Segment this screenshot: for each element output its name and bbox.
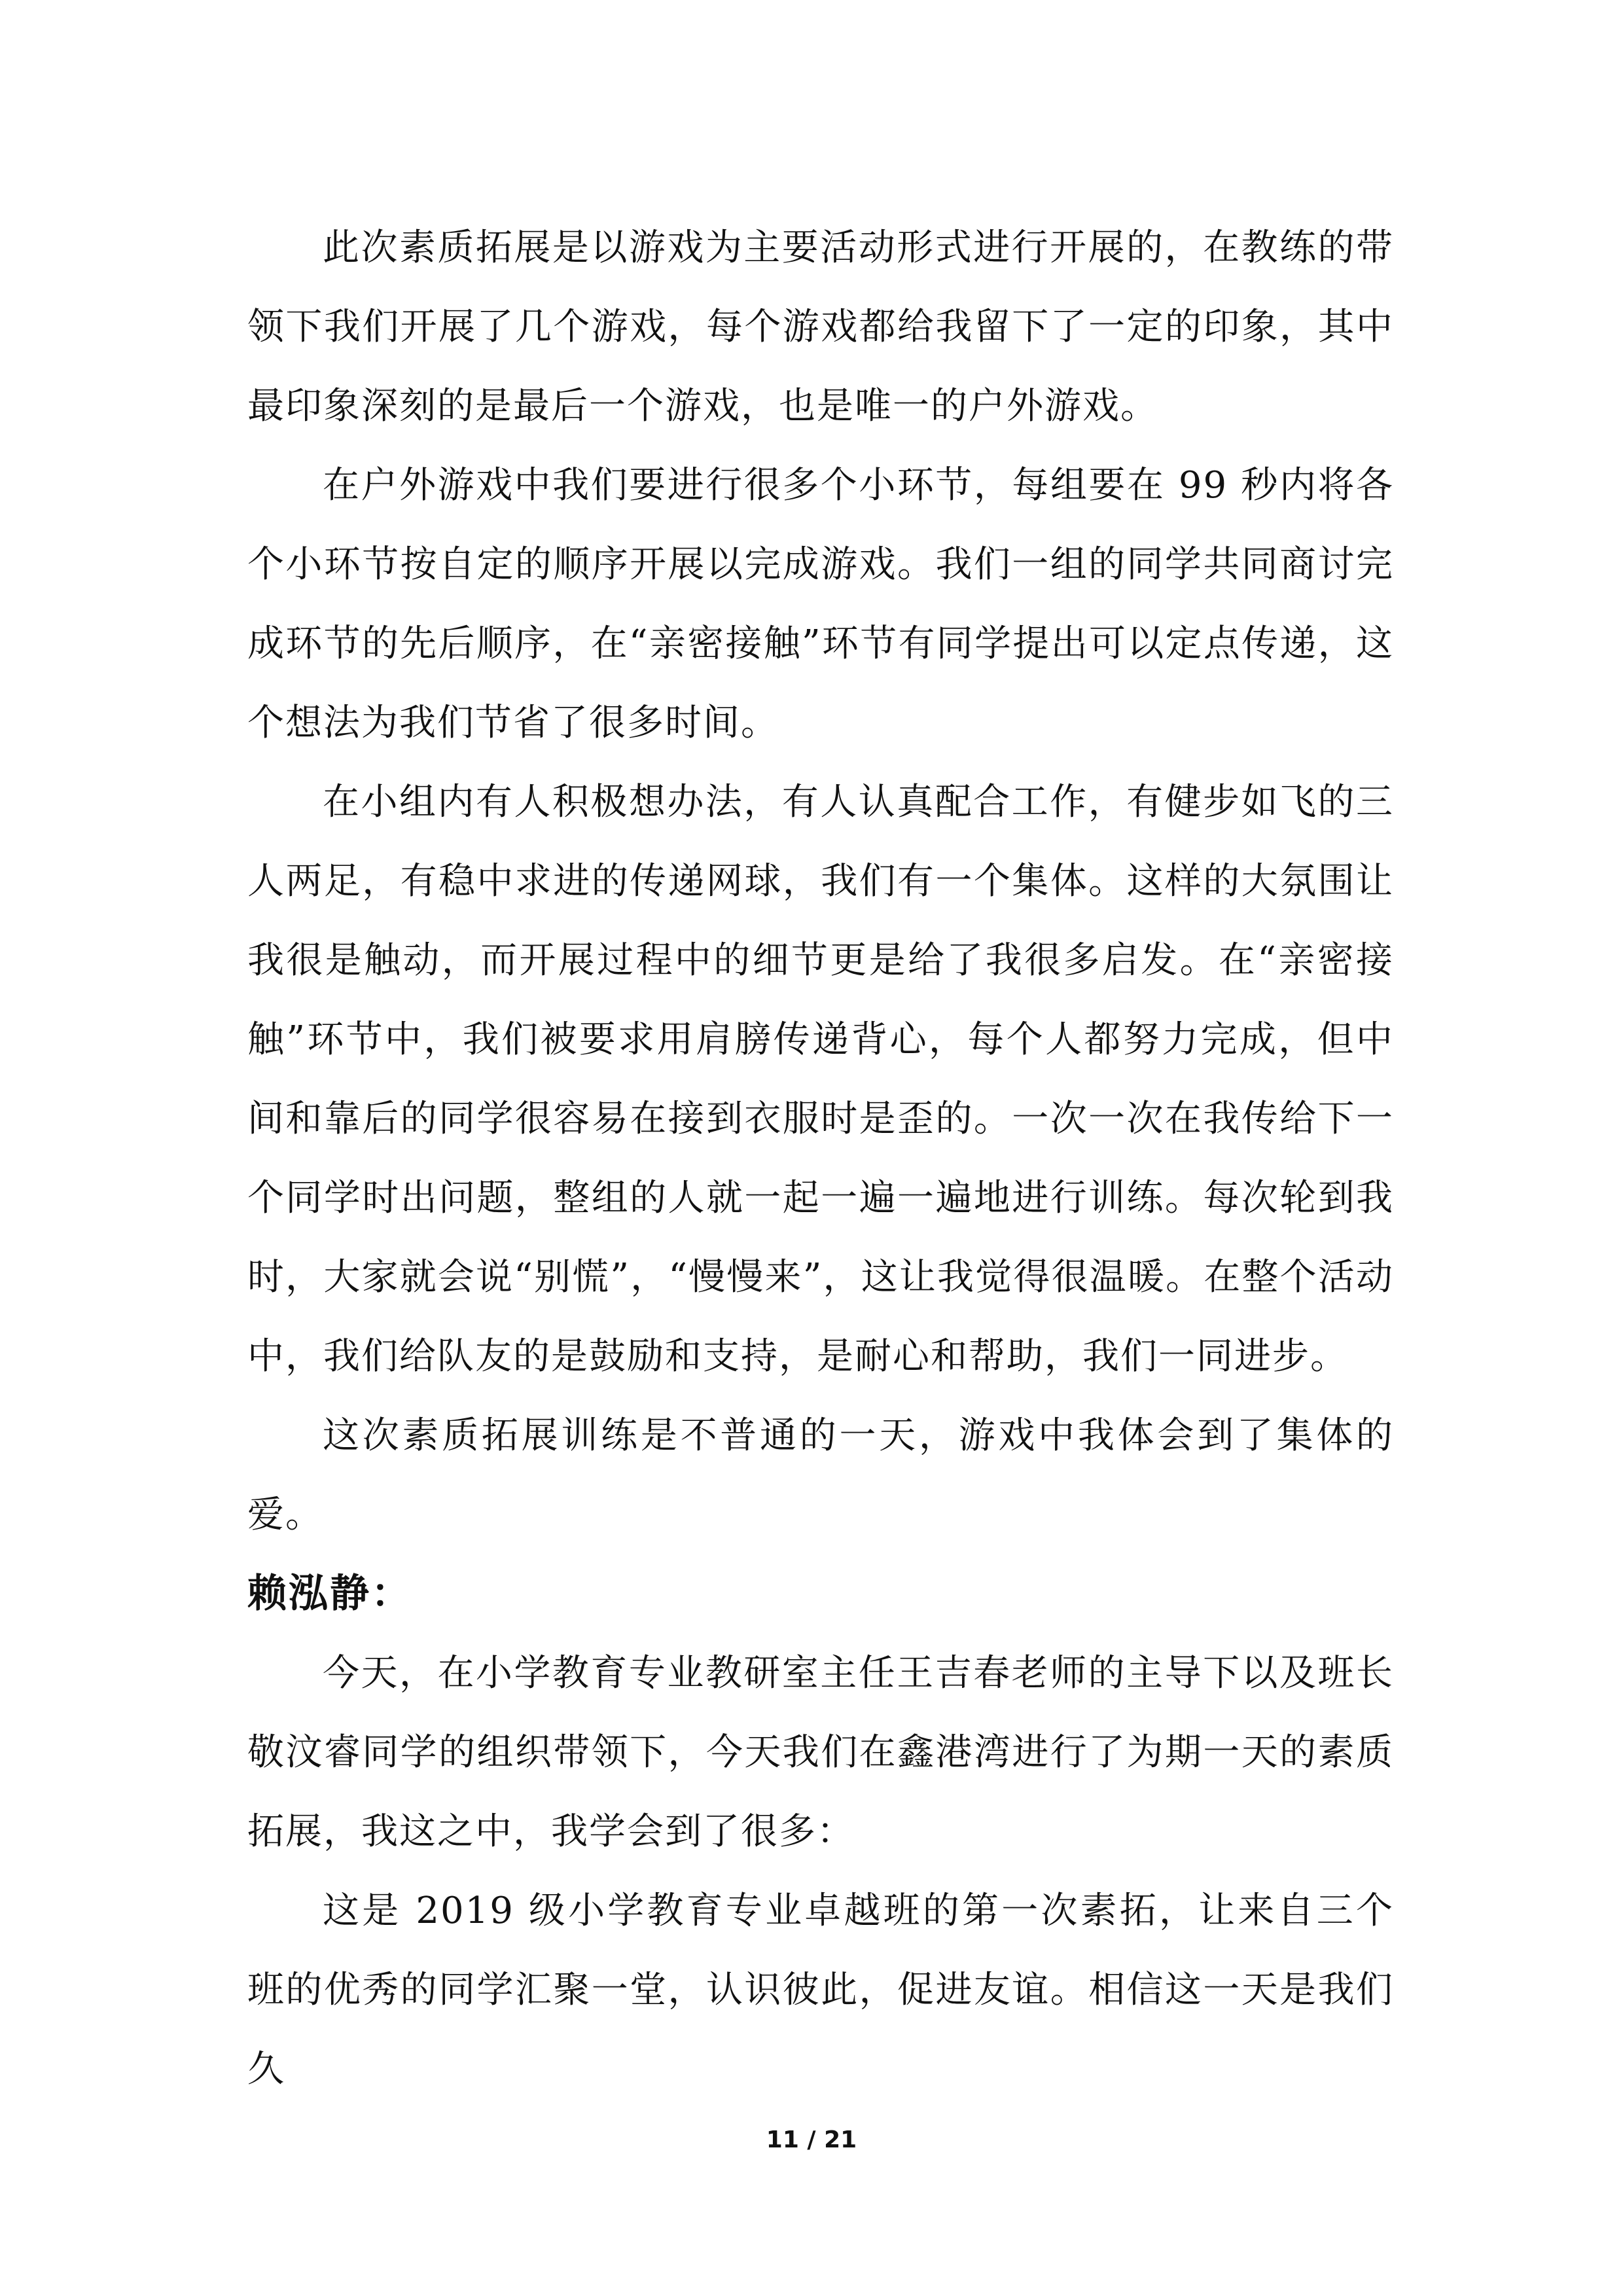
- section-heading: 赖泓静：: [247, 1571, 412, 1617]
- paragraph: 在小组内有人积极想办法，有人认真配合工作，有健步如飞的三人两足，有稳中求进的传递网球，我们有一个集体。这样的大氛围让我很是触动，而开展过程中的细节更是给了我很多启发。在“亲密接触”环节中，我们被要求用肩膀传递背心，每个人都努力完成，但中间和靠后的同学很容易在接到衣服时是歪的。一次一次在我传给下一个同学时出问题，整组的人就一起一遍一遍地进行训练。每次轮到我时，大家就会说“别慌”，“慢慢来”，这让我觉得很温暖。在整个活动中，我们给队友的是鼓励和支持，是耐心和帮助，我们一同进步。: [247, 781, 1394, 1378]
- paragraph: 这是 2019 级小学教育专业卓越班的第一次素拓，让来自三个班的优秀的同学汇聚一堂，认识彼此，促进友谊。相信这一天是我们久: [247, 1890, 1394, 2090]
- page-number: 11 / 21: [766, 2126, 857, 2153]
- body-text: [247, 208, 1394, 2109]
- paragraph: 今天，在小学教育专业教研室主任王吉春老师的主导下以及班长敬汶睿同学的组织带领下，今天我们在鑫港湾进行了为期一天的素质拓展，我这之中，我学会到了很多：: [247, 1652, 1394, 1853]
- paragraph: 这次素质拓展训练是不普通的一天，游戏中我体会到了集体的爱。: [247, 1414, 1394, 1536]
- paragraph: 此次素质拓展是以游戏为主要活动形式进行开展的，在教练的带领下我们开展了几个游戏，每个游戏都给我留下了一定的印象，其中最印象深刻的是最后一个游戏，也是唯一的户外游戏。: [247, 226, 1394, 427]
- paragraph: 在户外游戏中我们要进行很多个小环节，每组要在 99 秒内将各个小环节按自定的顺序开展以完成游戏。我们一组的同学共同商讨完成环节的先后顺序，在“亲密接触”环节有同学提出可以定点传递，这个想法为我们节省了很多时间。: [247, 464, 1394, 744]
